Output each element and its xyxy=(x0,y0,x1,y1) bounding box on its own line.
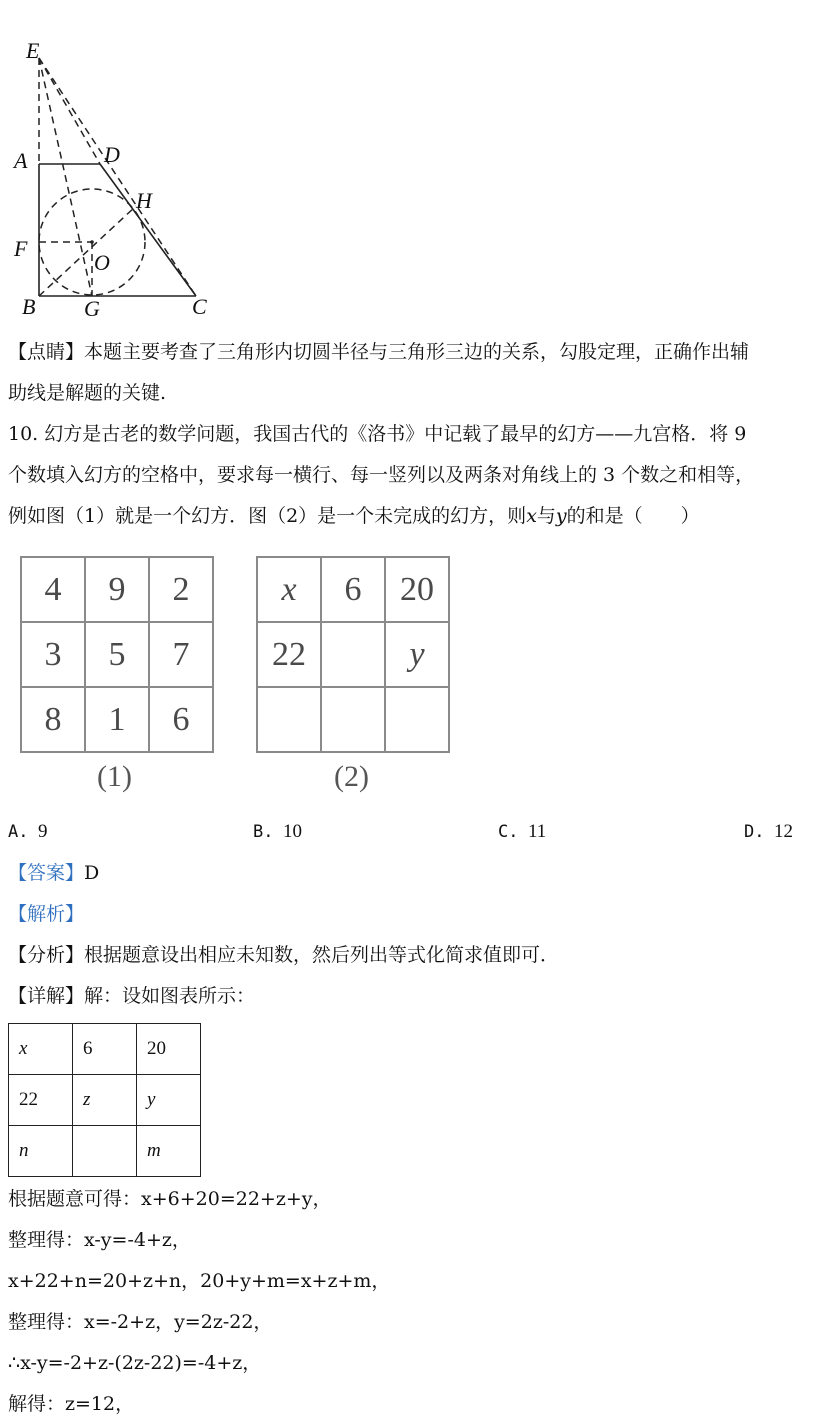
label-A: A xyxy=(14,148,28,173)
square1-caption: (1) xyxy=(97,760,132,793)
geometry-figure xyxy=(8,38,218,323)
square2-cell xyxy=(321,622,385,687)
square1-cell: 4 xyxy=(21,557,85,622)
label-C: C xyxy=(192,294,207,319)
detail-text: 解：设如图表所示： xyxy=(84,985,256,1007)
analysis-bracket: 【分析】 xyxy=(8,944,85,966)
option-c-value: 11 xyxy=(527,821,547,842)
equation-line: 解得：z=12， xyxy=(8,1393,135,1415)
square2-cell: 20 xyxy=(385,557,449,622)
triangle-diagram xyxy=(8,38,218,323)
analysis-line xyxy=(8,942,559,968)
var-x: x xyxy=(526,505,537,527)
question-line-2: 个数填入幻方的空格中，要求每一横行、每一竖列以及两条对角线上的 3 个数之和相等， xyxy=(8,464,755,486)
solution-cell: 6 xyxy=(73,1024,137,1075)
question-text-3a: 例如图（1）就是一个幻方．图（2）是一个未完成的幻方，则 xyxy=(8,505,527,527)
comment-bracket: 【点睛】 xyxy=(8,341,85,363)
square1-cell: 6 xyxy=(149,687,213,752)
square2-cell xyxy=(321,687,385,752)
option-b[interactable] xyxy=(253,819,302,845)
option-a-value: 9 xyxy=(37,821,48,842)
option-c[interactable] xyxy=(498,819,546,845)
solution-cell: 22 xyxy=(9,1075,73,1126)
equation-line: x+22+n=20+z+n，20+y+m=x+z+m， xyxy=(8,1270,391,1292)
square1-cell: 7 xyxy=(149,622,213,687)
square2-caption: (2) xyxy=(334,760,369,793)
solution-cell: x xyxy=(9,1024,73,1075)
answer-value: D xyxy=(84,862,100,884)
square1-cell: 5 xyxy=(85,622,149,687)
square2-cell: y xyxy=(385,622,449,687)
answer-bracket: 【答案】 xyxy=(8,862,85,884)
square1-cell: 3 xyxy=(21,622,85,687)
equation-line: 根据题意可得：x+6+20=22+z+y， xyxy=(8,1188,332,1210)
magic-square-1 xyxy=(20,556,214,753)
question-text-3c: 的和是（ ） xyxy=(566,505,700,527)
comment-text-2: 助线是解题的关键. xyxy=(8,382,167,404)
label-O: O xyxy=(94,250,110,275)
solution-cell: m xyxy=(137,1126,201,1177)
question-line-1: 10. 幻方是古老的数学问题，我国古代的《洛书》中记载了最早的幻方——九宫格．将 9 xyxy=(8,423,747,445)
question-line-3 xyxy=(8,503,700,529)
var-y: y xyxy=(555,505,567,527)
label-E: E xyxy=(26,38,40,63)
comment-text-1: 本题主要考查了三角形内切圆半径与三角形三边的关系，勾股定理，正确作出辅 xyxy=(84,341,750,363)
label-F: F xyxy=(14,236,28,261)
comment-line-1 xyxy=(8,339,749,365)
solution-cell: z xyxy=(73,1075,137,1126)
label-G: G xyxy=(84,296,100,321)
option-d-value: 12 xyxy=(773,821,793,842)
square1-cell: 9 xyxy=(85,557,149,622)
label-H: H xyxy=(136,188,152,213)
magic-square-2 xyxy=(256,556,450,753)
solution-cell: 20 xyxy=(137,1024,201,1075)
detail-line xyxy=(8,983,255,1009)
solution-table xyxy=(8,1023,201,1177)
square1-cell: 2 xyxy=(149,557,213,622)
square2-cell xyxy=(385,687,449,752)
analysis-heading: 【解析】 xyxy=(8,903,85,925)
question-text-3b: 与 xyxy=(536,505,556,527)
option-a[interactable] xyxy=(8,819,47,845)
option-b-letter: B. xyxy=(253,822,274,842)
label-D: D xyxy=(104,142,120,167)
option-d-letter: D. xyxy=(744,822,765,842)
answer-line xyxy=(8,860,99,886)
option-b-value: 10 xyxy=(282,821,302,842)
square2-cell xyxy=(257,687,321,752)
square1-cell: 1 xyxy=(85,687,149,752)
equation-line: 整理得：x=-2+z，y=2z-22， xyxy=(8,1311,273,1333)
solution-cell: y xyxy=(137,1075,201,1126)
square2-cell: 22 xyxy=(257,622,321,687)
analysis-text: 根据题意设出相应未知数，然后列出等式化简求值即可． xyxy=(84,944,560,966)
option-c-letter: C. xyxy=(498,822,519,842)
square2-cell: x xyxy=(257,557,321,622)
comment-line-2 xyxy=(8,380,166,406)
solution-cell xyxy=(73,1126,137,1177)
option-d[interactable] xyxy=(744,819,793,845)
solution-cell: n xyxy=(9,1126,73,1177)
label-B: B xyxy=(22,294,36,319)
option-a-letter: A. xyxy=(8,822,29,842)
detail-bracket: 【详解】 xyxy=(8,985,85,1007)
square1-cell: 8 xyxy=(21,687,85,752)
square2-cell: 6 xyxy=(321,557,385,622)
equation-line: 整理得：x-y=-4+z， xyxy=(8,1229,191,1251)
equation-line: ∴x-y=-2+z-(2z-22)=-4+z， xyxy=(8,1352,262,1374)
